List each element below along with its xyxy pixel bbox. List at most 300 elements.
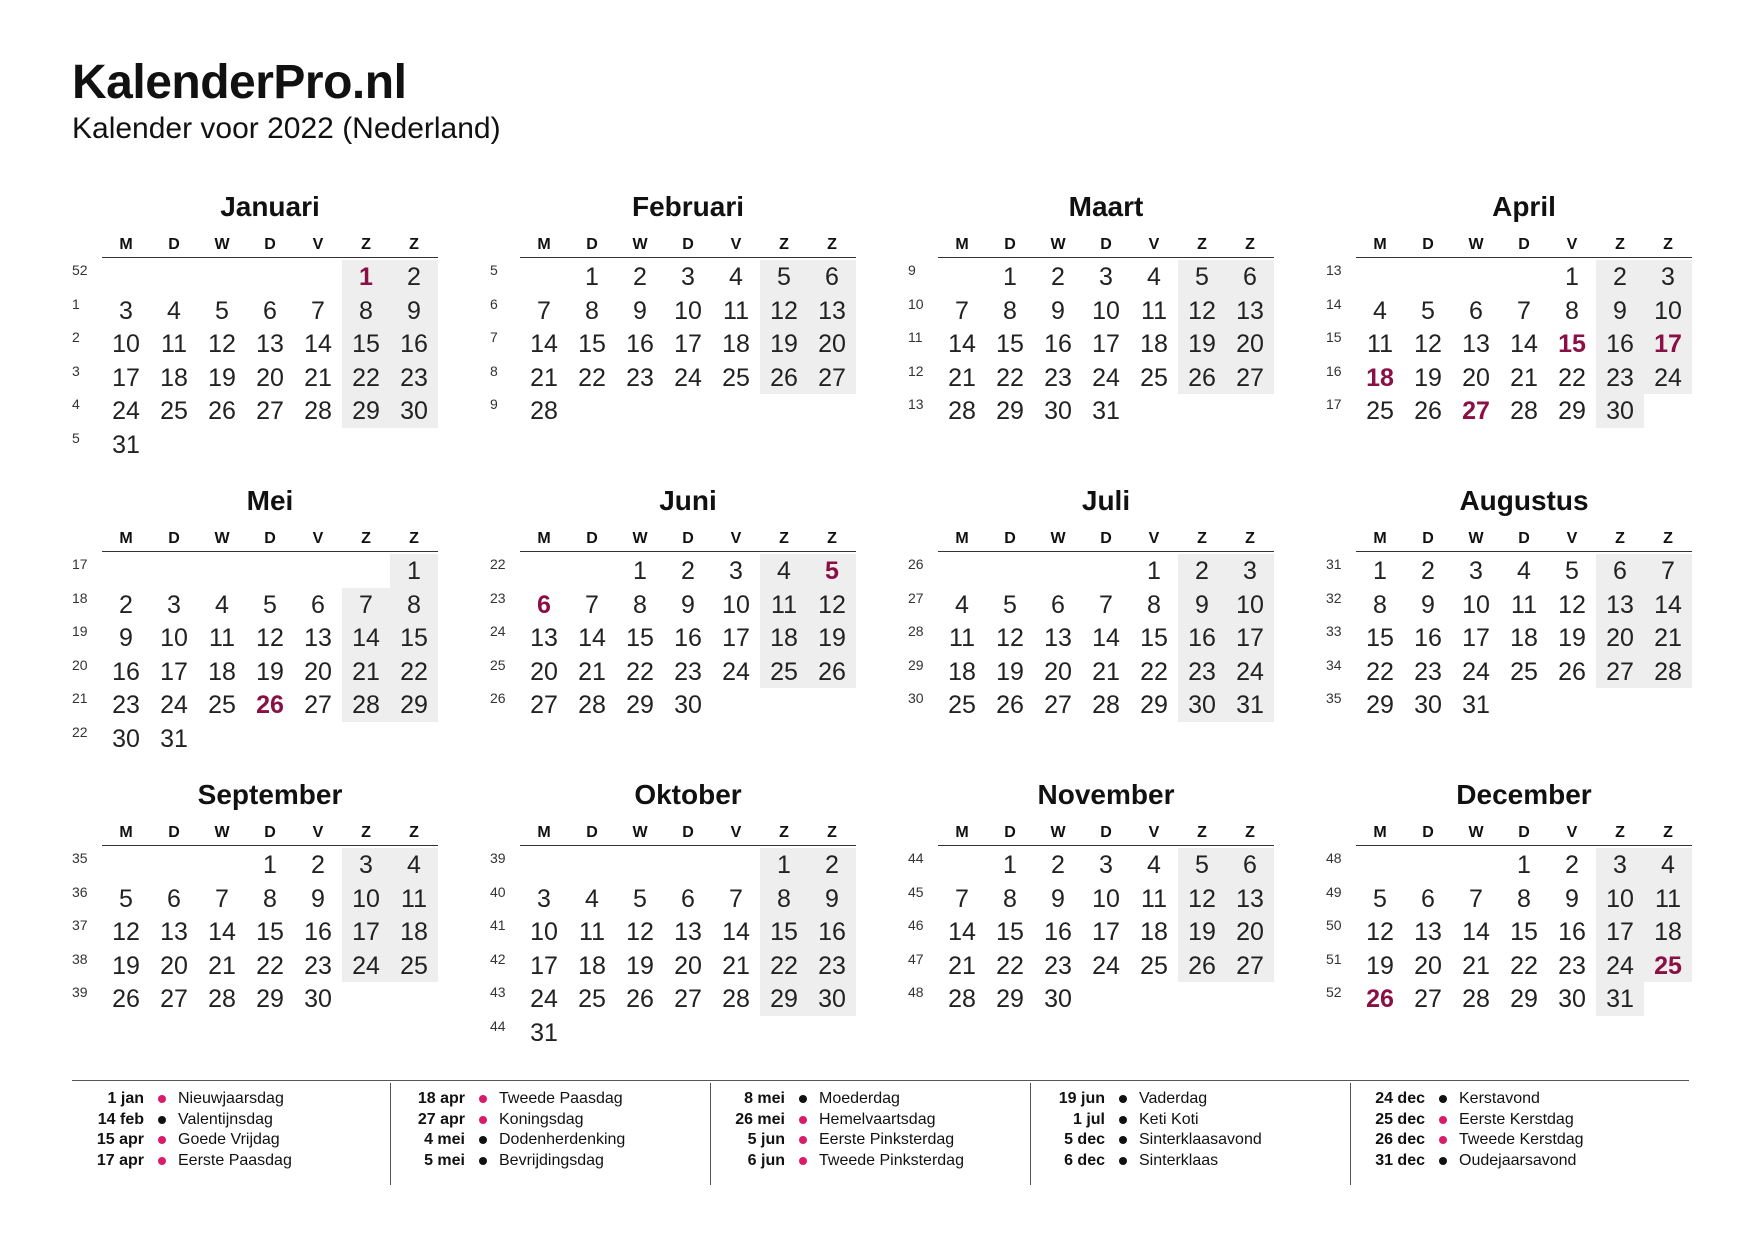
day-cell: 22 (1510, 951, 1538, 980)
day-cell: 9 (1421, 590, 1435, 619)
day-cell: 12 (256, 624, 284, 653)
week-number: 9 (908, 262, 916, 278)
day-cell: 6 (825, 263, 839, 291)
day-cell: 7 (729, 884, 743, 913)
day-cell: 1 (777, 851, 791, 879)
day-cell: 8 (585, 296, 599, 325)
day-cell: 20 (530, 657, 558, 686)
day-cell: 13 (674, 918, 702, 947)
week-number: 15 (1326, 329, 1342, 346)
legend-name: Tweede Pinksterdag (819, 1151, 964, 1169)
day-cell: 11 (1141, 296, 1167, 325)
legend-date: 5 jun (747, 1131, 785, 1148)
day-cell: 3 (167, 590, 181, 619)
weekday-header: D (1100, 236, 1112, 253)
weekday-header: Z (1245, 236, 1255, 253)
day-cell: 15 (400, 624, 428, 653)
week-number: 5 (72, 430, 80, 446)
day-cell: 28 (304, 397, 332, 426)
legend-name: Bevrijdingsdag (499, 1151, 604, 1169)
day-cell: 24 (352, 951, 380, 980)
day-cell: 13 (1606, 590, 1634, 619)
day-cell: 1 (633, 557, 647, 585)
weekday-header: M (537, 530, 551, 547)
day-cell: 8 (1373, 590, 1387, 619)
day-cell: 6 (1243, 851, 1257, 879)
day-cell: 16 (304, 918, 332, 947)
legend-name: Hemelvaartsdag (819, 1110, 936, 1128)
day-cell: 27 (1044, 691, 1072, 720)
day-cell: 11 (401, 884, 427, 913)
day-cell: 22 (626, 657, 654, 686)
day-cell: 17 (674, 330, 702, 359)
day-cell: 24 (722, 657, 750, 686)
weekday-header: W (632, 530, 648, 547)
day-cell: 10 (1236, 590, 1264, 619)
day-cell: 3 (119, 296, 133, 325)
header-rule (520, 257, 856, 258)
week-number: 31 (1326, 556, 1342, 572)
legend-name: Kerstavond (1459, 1090, 1540, 1107)
official-holiday-dot-icon (158, 1136, 166, 1144)
day-cell: 19 (1414, 363, 1442, 392)
day-cell: 17 (112, 363, 140, 392)
week-number: 21 (72, 690, 88, 707)
day-cell: 22 (1140, 657, 1168, 686)
day-cell: 27 (1236, 951, 1264, 980)
day-cell: 13 (160, 918, 188, 947)
day-cell: 4 (1517, 557, 1531, 585)
day-cell: 22 (1366, 657, 1394, 686)
day-cell: 13 (1462, 330, 1490, 359)
day-cell: 8 (1565, 296, 1579, 325)
day-cell: 25 (400, 951, 428, 980)
day-cell: 20 (1414, 951, 1442, 980)
weekday-header: Z (1245, 824, 1255, 841)
day-cell: 21 (530, 363, 558, 392)
day-cell: 14 (948, 330, 976, 359)
day-cell: 23 (674, 657, 702, 686)
day-cell: 18 (208, 657, 236, 686)
day-cell: 5 (1373, 884, 1387, 913)
day-cell: 1 (1003, 851, 1017, 879)
legend-name: Keti Koti (1139, 1110, 1199, 1128)
week-number: 8 (490, 362, 498, 379)
day-cell: 2 (1565, 851, 1579, 879)
day-cell: 9 (119, 624, 133, 653)
weekday-header: W (632, 824, 648, 841)
week-number: 25 (490, 656, 506, 673)
day-cell: 16 (674, 624, 702, 653)
header-rule (1356, 845, 1692, 846)
day-cell: 9 (633, 296, 647, 325)
legend-date: 31 dec (1375, 1151, 1425, 1169)
day-cell: 19 (770, 330, 798, 359)
weekday-header: M (537, 236, 551, 253)
day-cell: 8 (407, 590, 421, 619)
week-number: 48 (908, 984, 924, 1001)
day-cell: 26 (1414, 397, 1442, 426)
day-cell: 30 (112, 725, 140, 753)
week-number: 52 (72, 262, 88, 278)
day-cell: 15 (352, 330, 380, 359)
weekday-header: D (682, 530, 694, 547)
day-cell: 3 (1099, 851, 1113, 879)
weekday-header: M (537, 824, 551, 841)
week-number: 48 (1326, 850, 1342, 866)
weekday-header: D (682, 824, 694, 841)
day-cell: 1 (263, 851, 277, 879)
day-cell: 1 (1003, 263, 1017, 291)
day-cell: 11 (161, 330, 187, 359)
day-cell: 30 (818, 985, 846, 1014)
weekday-header: V (1148, 236, 1160, 253)
day-cell: 16 (112, 657, 140, 686)
week-number: 4 (72, 396, 80, 413)
day-cell: 14 (304, 330, 332, 359)
day-cell: 19 (112, 951, 140, 980)
day-cell: 31 (1606, 985, 1634, 1014)
day-cell: 2 (1051, 851, 1065, 879)
day-cell: 10 (1606, 884, 1634, 913)
legend-item (72, 1130, 388, 1150)
day-cell: 22 (352, 363, 380, 392)
day-cell: 25 (578, 985, 606, 1014)
week-number: 28 (908, 623, 924, 640)
header-rule (1356, 257, 1692, 258)
day-cell: 14 (352, 624, 380, 653)
day-cell: 31 (1236, 691, 1264, 720)
week-number: 14 (1326, 295, 1342, 312)
day-cell: 21 (948, 363, 976, 392)
day-cell: 11 (723, 296, 749, 325)
weekday-header: Z (409, 236, 419, 253)
day-cell: 9 (681, 590, 695, 619)
day-cell: 15 (626, 624, 654, 653)
day-cell: 22 (400, 657, 428, 686)
legend-name: Moederdag (819, 1090, 900, 1107)
week-number: 43 (490, 984, 506, 1001)
day-cell: 15 (996, 330, 1024, 359)
legend-item (713, 1130, 1029, 1150)
holiday-day-cell: 26 (256, 691, 284, 720)
weekday-header: D (1004, 530, 1016, 547)
week-number: 46 (908, 917, 924, 934)
weekday-header: D (1518, 530, 1530, 547)
day-cell: 26 (818, 657, 846, 686)
day-cell: 10 (1092, 296, 1120, 325)
legend-name: Tweede Kerstdag (1459, 1131, 1584, 1148)
header-rule (520, 551, 856, 552)
day-cell: 7 (1661, 557, 1675, 585)
weekday-header: D (1422, 236, 1434, 253)
legend-item (1033, 1151, 1349, 1171)
day-cell: 24 (1606, 951, 1634, 980)
day-cell: 7 (537, 296, 551, 325)
day-cell: 5 (1003, 590, 1017, 619)
weekday-header: D (168, 824, 180, 841)
week-number: 13 (1326, 262, 1342, 278)
weekday-header: D (264, 530, 276, 547)
day-cell: 1 (407, 557, 421, 585)
official-holiday-dot-icon (158, 1095, 166, 1103)
day-cell: 24 (160, 691, 188, 720)
weekday-header: W (632, 236, 648, 253)
day-cell: 4 (729, 263, 743, 291)
week-number: 41 (490, 917, 506, 934)
week-number: 45 (908, 883, 924, 900)
day-cell: 23 (400, 363, 428, 392)
day-cell: 20 (1236, 918, 1264, 947)
official-holiday-dot-icon (479, 1116, 487, 1124)
header-rule (1356, 551, 1692, 552)
day-cell: 18 (722, 330, 750, 359)
day-cell: 22 (996, 951, 1024, 980)
day-cell: 11 (1367, 330, 1393, 359)
day-cell: 4 (407, 851, 421, 879)
day-cell: 14 (1510, 330, 1538, 359)
day-cell: 30 (304, 985, 332, 1014)
week-number: 47 (908, 950, 924, 967)
week-number: 9 (490, 396, 498, 413)
day-cell: 15 (1510, 918, 1538, 947)
weekday-header: W (1468, 530, 1484, 547)
day-cell: 30 (400, 397, 428, 426)
day-cell: 21 (208, 951, 236, 980)
week-number: 13 (908, 396, 924, 413)
week-number: 29 (908, 656, 924, 673)
day-cell: 28 (1462, 985, 1490, 1014)
legend-item (1033, 1110, 1349, 1130)
week-number: 26 (490, 690, 506, 707)
day-cell: 27 (1606, 657, 1634, 686)
day-cell: 7 (215, 884, 229, 913)
day-cell: 7 (955, 296, 969, 325)
legend-date: 25 dec (1375, 1110, 1425, 1128)
legend-name: Sinterklaas (1139, 1151, 1219, 1169)
day-cell: 24 (1092, 363, 1120, 392)
official-holiday-dot-icon (479, 1095, 487, 1103)
month-title: April (1492, 191, 1556, 222)
day-cell: 11 (771, 590, 797, 619)
week-number: 27 (908, 589, 924, 606)
day-cell: 5 (1565, 557, 1579, 585)
holiday-day-cell: 26 (1366, 985, 1394, 1014)
day-cell: 24 (1092, 951, 1120, 980)
header-rule (102, 551, 438, 552)
week-number: 5 (490, 262, 498, 278)
week-number: 44 (490, 1018, 506, 1034)
holiday-day-cell: 6 (537, 590, 551, 619)
month-title: Maart (1068, 191, 1144, 222)
day-cell: 15 (996, 918, 1024, 947)
day-cell: 23 (304, 951, 332, 980)
weekday-header: V (312, 824, 324, 841)
legend-name: Valentijnsdag (178, 1110, 273, 1128)
legend-item (713, 1110, 1029, 1130)
observance-dot-icon (1439, 1095, 1447, 1103)
day-cell: 29 (256, 985, 284, 1014)
weekday-header: M (955, 236, 969, 253)
day-cell: 27 (1236, 363, 1264, 392)
day-cell: 14 (722, 918, 750, 947)
day-cell: 12 (1366, 918, 1394, 947)
day-cell: 16 (1044, 330, 1072, 359)
day-cell: 2 (119, 590, 133, 619)
legend-column (72, 1083, 392, 1185)
day-cell: 23 (1558, 951, 1586, 980)
weekday-header: V (312, 530, 324, 547)
holiday-day-cell: 15 (1558, 330, 1586, 359)
week-number: 37 (72, 917, 88, 934)
day-cell: 14 (1654, 590, 1682, 619)
week-number: 2 (72, 329, 80, 346)
weekday-header: Z (779, 236, 789, 253)
weekday-header: Z (361, 824, 371, 841)
observance-dot-icon (799, 1095, 807, 1103)
day-cell: 2 (1613, 263, 1627, 291)
day-cell: 17 (530, 951, 558, 980)
day-cell: 28 (948, 397, 976, 426)
day-cell: 24 (1654, 363, 1682, 392)
day-cell: 3 (729, 557, 743, 585)
day-cell: 6 (1469, 296, 1483, 325)
month-title: Augustus (1459, 485, 1589, 516)
day-cell: 5 (777, 263, 791, 291)
day-cell: 12 (1188, 884, 1216, 913)
legend-name: Oudejaarsavond (1459, 1151, 1577, 1169)
day-cell: 14 (1462, 918, 1490, 947)
day-cell: 6 (1613, 557, 1627, 585)
header-rule (938, 845, 1274, 846)
weekday-header: W (1468, 824, 1484, 841)
legend-column (1350, 1083, 1671, 1185)
day-cell: 27 (1414, 985, 1442, 1014)
weekday-header: D (1422, 824, 1434, 841)
week-number: 50 (1326, 917, 1342, 934)
day-cell: 16 (818, 918, 846, 947)
legend-item (393, 1130, 709, 1150)
day-cell: 8 (1517, 884, 1531, 913)
day-cell: 29 (1366, 691, 1394, 720)
day-cell: 24 (1462, 657, 1490, 686)
holiday-day-cell: 17 (1654, 330, 1682, 359)
day-cell: 1 (585, 263, 599, 291)
weekday-header: D (168, 236, 180, 253)
day-cell: 28 (1510, 397, 1538, 426)
weekday-header: D (1422, 530, 1434, 547)
day-cell: 12 (626, 918, 654, 947)
header-rule (938, 257, 1274, 258)
observance-dot-icon (1119, 1136, 1127, 1144)
week-number: 51 (1326, 950, 1342, 967)
month-title: December (1456, 779, 1592, 810)
day-cell: 19 (1188, 330, 1216, 359)
day-cell: 4 (167, 296, 181, 325)
week-number: 30 (908, 690, 924, 707)
weekday-header: Z (827, 236, 837, 253)
day-cell: 14 (948, 918, 976, 947)
weekday-header: V (1148, 530, 1160, 547)
day-cell: 13 (1236, 296, 1264, 325)
week-number: 42 (490, 950, 506, 967)
day-cell: 5 (119, 884, 133, 913)
weekday-header: W (214, 530, 230, 547)
day-cell: 8 (1003, 884, 1017, 913)
weekday-header: Z (409, 824, 419, 841)
observance-dot-icon (1119, 1116, 1127, 1124)
weekday-header: V (1566, 530, 1578, 547)
month-title: November (1037, 779, 1175, 810)
weekday-header: D (168, 530, 180, 547)
legend-date: 15 apr (96, 1131, 144, 1148)
day-cell: 26 (112, 985, 140, 1014)
day-cell: 4 (1147, 851, 1161, 879)
day-cell: 6 (1243, 263, 1257, 291)
day-cell: 18 (160, 363, 188, 392)
day-cell: 18 (948, 657, 976, 686)
day-cell: 18 (1510, 624, 1538, 653)
day-cell: 10 (674, 296, 702, 325)
weekday-header: D (586, 824, 598, 841)
legend-name: Tweede Paasdag (499, 1090, 623, 1107)
legend-item (72, 1151, 388, 1171)
legend-date: 26 mei (735, 1110, 785, 1128)
day-cell: 16 (1558, 918, 1586, 947)
weekday-header: M (1373, 530, 1387, 547)
observance-dot-icon (158, 1116, 166, 1124)
day-cell: 31 (112, 431, 140, 459)
legend-item (393, 1110, 709, 1130)
day-cell: 11 (1655, 884, 1681, 913)
week-number: 52 (1326, 984, 1342, 1001)
day-cell: 7 (585, 590, 599, 619)
day-cell: 26 (1188, 363, 1216, 392)
day-cell: 10 (722, 590, 750, 619)
day-cell: 26 (208, 397, 236, 426)
weekday-header: Z (779, 530, 789, 547)
day-cell: 31 (1092, 397, 1120, 426)
month-title: September (197, 779, 343, 810)
day-cell: 21 (1510, 363, 1538, 392)
day-cell: 2 (311, 851, 325, 879)
day-cell: 9 (1051, 884, 1065, 913)
day-cell: 11 (949, 624, 975, 653)
day-cell: 10 (160, 624, 188, 653)
day-cell: 3 (359, 851, 373, 879)
day-cell: 10 (1092, 884, 1120, 913)
day-cell: 23 (112, 691, 140, 720)
day-cell: 1 (1147, 557, 1161, 585)
day-cell: 7 (359, 590, 373, 619)
week-number: 38 (72, 950, 88, 967)
day-cell: 5 (1195, 851, 1209, 879)
day-cell: 5 (1195, 263, 1209, 291)
day-cell: 27 (530, 691, 558, 720)
day-cell: 20 (160, 951, 188, 980)
weekday-header: V (1566, 236, 1578, 253)
day-cell: 27 (818, 363, 846, 392)
week-number: 26 (908, 556, 924, 572)
holiday-day-cell: 25 (1654, 951, 1682, 980)
day-cell: 28 (722, 985, 750, 1014)
day-cell: 20 (1044, 657, 1072, 686)
weekday-header: M (955, 824, 969, 841)
header-rule (938, 551, 1274, 552)
weekday-header: D (682, 236, 694, 253)
weekday-header: V (730, 824, 742, 841)
day-cell: 2 (681, 557, 695, 585)
